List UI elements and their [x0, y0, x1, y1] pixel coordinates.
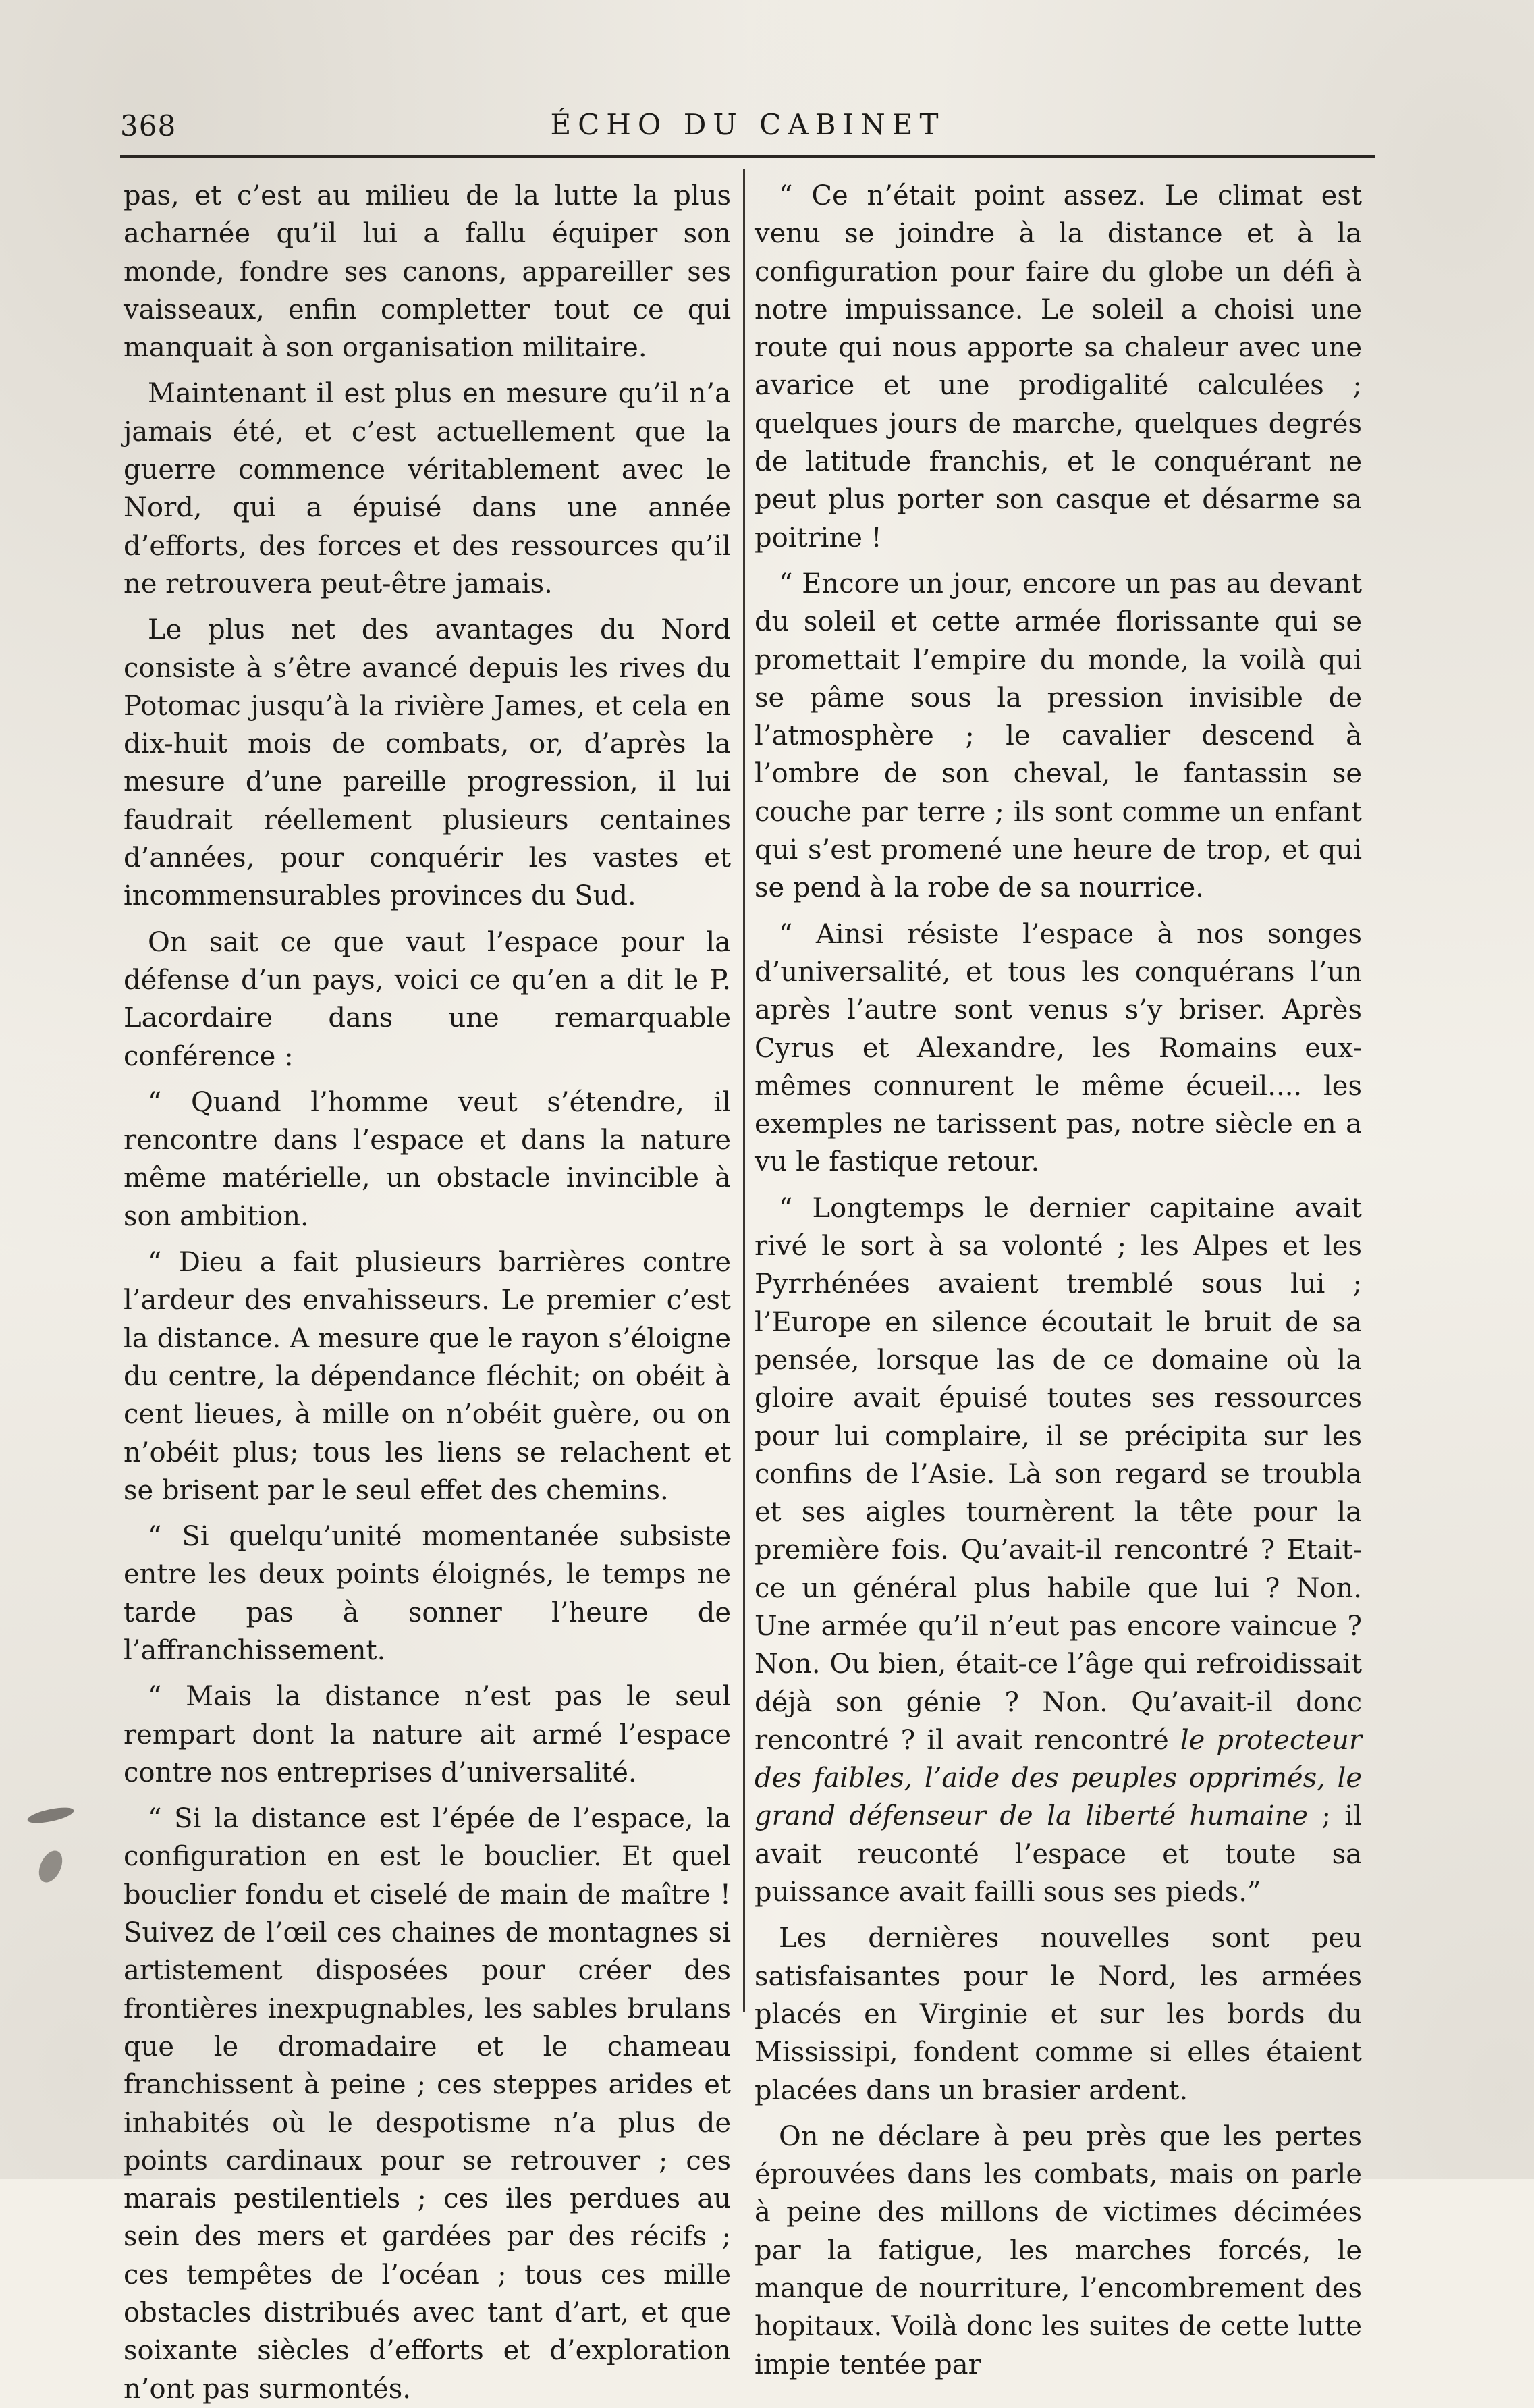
paragraph: “ Encore un jour, encore un pas au devant du soleil et cette armée florissante qui se promettait l’empire du monde, la voilà qui se pâme sous la pression invisible de l’atmosphère ; le cavalier descend à l’ombre de son cheval, le fantassin se couche par terre ; ils sont comme un enfant qui s’est promené une heure de trop, et qui se pend à la robe de sa nourrice. [755, 568, 1362, 904]
page-number: 368 [120, 109, 177, 142]
paragraph: Maintenant il est plus en mesure qu’il n’a jamais été, et c’est actuellement que la guerre commence véritablement avec le Nord, qui a épuisé dans une année d’efforts, des forces et des ressources qu’il ne retrouvera peut-être jamais. [124, 378, 731, 599]
paragraph: Le plus net des avantages du Nord consiste à s’être avancé depuis les rives du Potomac jusqu’à la rivière James, et cela en dix-huit mois de combats, or, d’après la mesure d’une pareille progression, il lui faudrait réellement plusieurs centaines d’années, pour conquérir les vastes et incommensurables provinces du Sud. [124, 614, 731, 912]
paragraph: “ Ainsi résiste l’espace à nos songes d’universalité, et tous les conquérans l’un après l’autre sont venus s’y briser. Après Cyrus et Alexandre, les Romains eux-mêmes connurent le même écueil.... les exemples ne tarissent pas, notre siècle en a vu le fastique retour. [755, 918, 1362, 1178]
paragraph-text: “ Longtemps le dernier capitaine avait rivé le sort à sa volonté ; les Alpes et les Pyrrhénées avaient tremblé sous lui ; l’Europe en silence écoutait le bruit de sa pensée, lorsque las de ce domaine où la gloire avait épuisé toutes ses ressources pour lui complaire, il se précipita sur les confins de l’Asie. Là son regard se troubla et ses aigles tournèrent la tête pour la première fois. Qu’avait-il rencontré ? Etait-ce un général plus habile que lui ? Non. Une armée qu’il n’eut pas encore vaincue ? Non. Ou bien, était-ce l’âge qui refroidissait déjà son génie ? Non. Qu’avait-il donc rencontré ? il avait rencontré [755, 1192, 1362, 1756]
paragraph: On sait ce que vaut l’espace pour la défense d’un pays, voici ce qu’en a dit le P. Lacordaire dans une remarquable conférence : [124, 926, 731, 1072]
paragraph: “ Ce n’était point assez. Le climat est venu se joindre à la distance et à la configuration pour faire du globe un défi à notre impuissance. Le soleil a choisi une route qui nous apporte sa chaleur avec une avarice et une prodigalité calculées ; quelques jours de marche, quelques degrés de latitude franchis, et le conquérant ne peut plus porter son casque et désarme sa poitrine ! [755, 180, 1362, 554]
paragraph [755, 1189, 1362, 1912]
paragraph: Les dernières nouvelles sont peu satisfaisantes pour le Nord, les armées placés en Virginie et sur les bords du Mississipi, fondent comme si elles étaient placées dans un brasier ardent. [755, 1923, 1362, 2106]
paragraph: On ne déclare à peu près que les pertes éprouvées dans les combats, mais on parle à peine des millons de victimes décimées par la fatigue, les marches forcés, le manque de nourriture, l’encombrement des hopitaux. Voilà donc les suites de cette lutte impie tentée par [755, 2120, 1362, 2380]
page-header [120, 101, 1375, 149]
paragraph: “ Si la distance est l’épée de l’espace, la configuration en est le bouclier. Et quel bouclier fondu et ciselé de main de maître ! Suivez de l’œil ces chaines de montagnes si artistement disposées pour créer des frontières inexpugnables, les sables brulans que le dromadaire et le chameau franchissent à peine ; ces steppes arides et inhabités où le despotisme n’a plus de points cardinaux pour se retrouver ; ces marais pestilentiels ; ces iles perdues au sein des mers et gardées par des récifs ; ces tempêtes de l’océan ; tous ces mille obstacles distribués avec tant d’art, et que soixante siècles d’efforts et d’exploration n’ont pas surmontés. [124, 1803, 731, 2405]
paragraph: “ Si quelqu’unité momentanée subsiste entre les deux points éloignés, le temps ne tarde pas à sonner l’heure de l’affranchissement. [124, 1521, 731, 1666]
paragraph: “ Dieu a fait plusieurs barrières contre l’ardeur des envahisseurs. Le premier c’est la distance. A mesure que le rayon s’éloigne du centre, la dépendance fléchit; on obéit à cent lieues, à mille on n’obéit guère, ou on n’obéit plus; tous les liens se relachent et se brisent par le seul effet des chemins. [124, 1247, 731, 1506]
paragraph: “ Quand l’homme veut s’étendre, il rencontre dans l’espace et dans la nature même matérielle, un obstacle invincible à son ambition. [124, 1086, 731, 1232]
left-column [124, 177, 731, 2408]
ink-blot [34, 1847, 67, 1886]
header-rule [120, 155, 1375, 158]
ink-blot [26, 1804, 75, 1826]
paragraph-text: ; il avait reuconté l’espace et toute sa puissance avait failli sous ses pieds.” [755, 1800, 1362, 1908]
paragraph: pas, et c’est au milieu de la lutte la plus acharnée qu’il lui a fallu équiper son monde, fondre ses canons, appareiller ses vaisseaux, enfin completter tout ce qui manquait à son organisation militaire. [124, 180, 731, 364]
italic-quote: le protecteur des faibles, l’aide des peuples opprimés, le grand défenseur de la liberté humaine [755, 1724, 1362, 1832]
right-column [755, 177, 1362, 2384]
running-title: ÉCHO DU CABINET [550, 108, 946, 141]
paragraph: “ Mais la distance n’est pas le seul rempart dont la nature ait armé l’espace contre nos entreprises d’universalité. [124, 1681, 731, 1788]
column-divider [743, 169, 745, 2012]
